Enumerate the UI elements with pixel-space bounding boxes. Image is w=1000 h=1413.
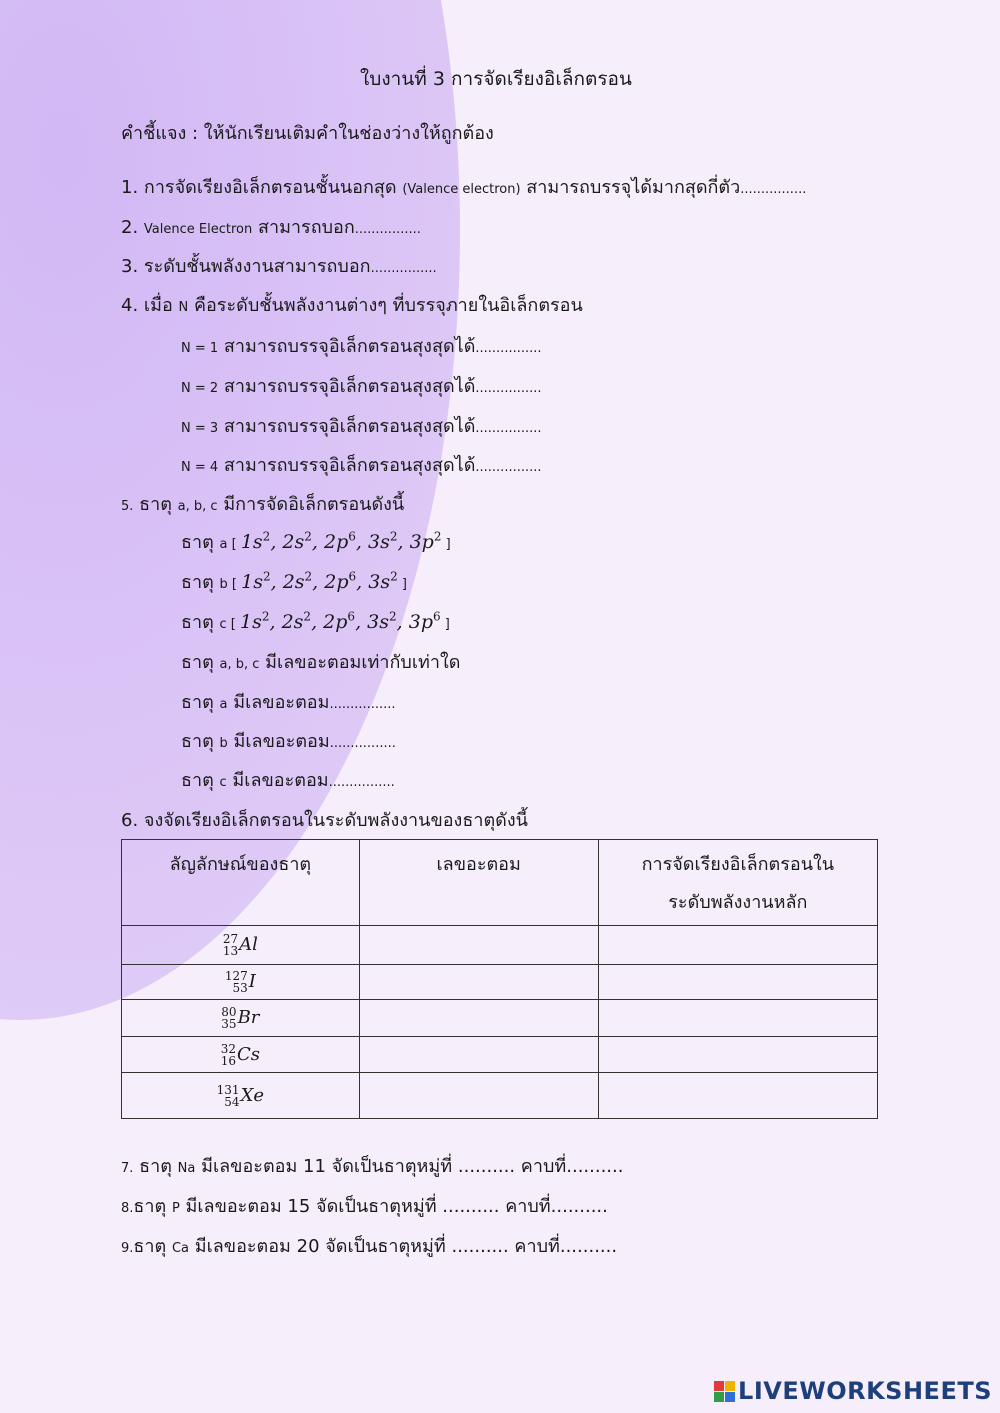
level-label: N = 3 [181, 421, 219, 436]
element-symbol: Br [237, 1007, 260, 1028]
level-label: N = 4 [181, 460, 219, 475]
level-text: สามารถบรรจุอิเล็กตรอนสุงสุดได้ [223, 455, 476, 476]
orbital-term: $1s^2$ [240, 529, 271, 553]
question-number: 7. [121, 1161, 134, 1176]
column-header-configuration: การจัดเรียงอิเล็กตรอนใน ระดับพลังงานหลัก [598, 840, 877, 926]
liveworksheets-logo[interactable] [714, 1377, 992, 1405]
energy-level-item [181, 411, 542, 440]
question-text: ระดับชั้นพลังงานสามารถบอก [143, 256, 371, 277]
question-8 [121, 1191, 608, 1220]
energy-level-item [181, 371, 542, 400]
question-number: 2. [121, 217, 139, 238]
question-7 [121, 1151, 623, 1180]
atomic-number-input-cell[interactable] [359, 965, 598, 1000]
isotope-numbers [221, 1006, 236, 1030]
orbital-term: $2p^6$ [323, 529, 356, 553]
configuration-input-cell[interactable] [598, 1000, 877, 1037]
atomic-number: 53 [232, 981, 248, 995]
table-row [122, 1000, 878, 1037]
column-header-symbol: ลัญลักษณ์ของธาตุ [122, 840, 360, 926]
question-text[interactable]: มีเลขอะตอม 11 จัดเป็นธาตุหมู่ที่ .......... คาบที่.......... [201, 1156, 624, 1177]
atomic-number: 13 [222, 944, 239, 958]
element-symbol: Xe [240, 1084, 265, 1106]
table-row [122, 926, 878, 965]
question-text: สามารถบรรจุได้มากสุดกี่ตัว [526, 177, 741, 198]
element-symbol: I [248, 971, 256, 992]
level-text: สามารถบรรจุอิเล็กตรอนสุงสุดได้ [223, 376, 476, 397]
electron-config-b [181, 567, 407, 596]
answer-blank[interactable]: ................ [475, 341, 542, 356]
question-text: การจัดเรียงอิเล็กตรอนชั้นนอกสุด [143, 177, 397, 198]
element-symbol-cell [122, 965, 360, 1000]
question-number: 4. [121, 295, 139, 316]
answer-blank[interactable]: ................ [354, 222, 421, 237]
isotope-numbers [225, 970, 248, 994]
question-number: 9. [121, 1241, 134, 1256]
element-symbol-cell [122, 1000, 360, 1037]
answer-prefix: ธาตุ [181, 770, 214, 791]
electron-config-a [181, 527, 451, 556]
answer-blank[interactable]: ................ [328, 775, 395, 790]
element-symbol-cell [122, 926, 360, 965]
orbital-term: $2s^2$ [281, 609, 312, 633]
question-9 [121, 1231, 617, 1260]
table-row [122, 1073, 878, 1119]
question-number: 8. [121, 1201, 134, 1216]
question-4 [121, 290, 583, 319]
table-row [122, 1037, 878, 1073]
question-text: ธาตุ [139, 1156, 172, 1177]
question-text: ธาตุ [133, 1196, 167, 1217]
atomic-number: 54 [224, 1094, 240, 1109]
answer-blank[interactable]: ................ [475, 381, 542, 396]
question-text: สามารถบอก [257, 217, 355, 238]
answer-blank[interactable]: ................ [475, 421, 542, 436]
atomic-number-question [181, 647, 460, 676]
electron-configuration: $1s^2$, $2s^2$, $2p^6$, $3s^2$, $3p^6$ [240, 609, 441, 633]
orbital-term: $2p^6$ [323, 609, 356, 633]
atomic-number-input-cell[interactable] [359, 926, 598, 965]
atomic-number: 35 [221, 1017, 237, 1031]
answer-text: มีเลขอะตอม [233, 731, 330, 752]
element-symbol: Cs [236, 1043, 260, 1065]
question-text: N [178, 300, 189, 315]
orbital-term: $3p^6$ [408, 609, 441, 633]
element-label: a [219, 697, 228, 712]
element-symbol: Al [239, 934, 258, 955]
answer-blank[interactable]: ................ [740, 182, 807, 197]
column-header-atomic-number: เลขอะตอม [359, 840, 598, 926]
question-text: มีการจัดอิเล็กตรอนดังนี้ [223, 494, 405, 515]
configuration-input-cell[interactable] [598, 926, 877, 965]
config-prefix: ธาตุ [181, 532, 220, 553]
electron-config-c [181, 607, 450, 636]
question-text: Valence Electron [143, 222, 253, 237]
mass-number: 27 [222, 932, 239, 946]
config-close: ] [397, 577, 407, 592]
isotope-numbers [217, 1084, 240, 1108]
answer-prefix: ธาตุ [181, 692, 214, 713]
question-5 [121, 489, 404, 518]
config-prefix: ธาตุ [181, 572, 220, 593]
orbital-term: $3s^2$ [367, 529, 398, 553]
orbital-term: $3s^2$ [368, 569, 398, 593]
question-text: a, b, c [219, 657, 260, 672]
element-label: a [ [219, 537, 241, 552]
orbital-term: $3p^2$ [409, 529, 442, 553]
orbital-term: $2s^2$ [282, 529, 312, 553]
atomic-number-input-cell[interactable] [359, 1073, 598, 1119]
atomic-number-answer [181, 687, 396, 716]
element-symbol-cell [122, 1037, 360, 1073]
isotope-numbers [221, 1043, 236, 1067]
answer-text: มีเลขอะตอม [232, 770, 329, 791]
question-text: เมื่อ [143, 295, 173, 316]
question-text: มีเลขอะตอมเท่ากับเท่าใด [265, 652, 461, 673]
question-text: a, b, c [177, 499, 218, 514]
level-label: N = 1 [181, 341, 219, 356]
mass-number: 131 [216, 1082, 240, 1097]
element-symbol-cell [122, 1073, 360, 1119]
atomic-number-input-cell[interactable] [359, 1000, 598, 1037]
question-text[interactable]: มีเลขอะตอม 15 จัดเป็นธาตุหมู่ที่ .......... คาบที่.......... [185, 1196, 608, 1217]
element-label: b [219, 736, 228, 751]
mass-number: 80 [221, 1005, 237, 1019]
logo-mark-icon [714, 1381, 735, 1402]
configuration-input-cell[interactable] [598, 1073, 877, 1119]
config-close: ] [440, 617, 450, 632]
question-number: 6. [121, 810, 139, 831]
orbital-term: $1s^2$ [240, 609, 270, 633]
level-label: N = 2 [181, 381, 219, 396]
configuration-input-cell[interactable] [598, 965, 877, 1000]
element-label: Ca [171, 1241, 189, 1256]
configuration-input-cell[interactable] [598, 1037, 877, 1073]
isotope-numbers [223, 933, 238, 957]
answer-blank[interactable]: ................ [329, 736, 396, 751]
question-6 [121, 805, 528, 834]
orbital-term: $2p^6$ [324, 569, 357, 593]
element-label: P [171, 1201, 180, 1216]
config-prefix: ธาตุ [181, 612, 220, 633]
page-title: ใบงานที่ 3 การจัดเรียงอิเล็กตรอน [360, 68, 632, 90]
question-1 [121, 172, 806, 201]
answer-blank[interactable]: ................ [329, 697, 396, 712]
question-text: (Valence electron) [402, 182, 521, 197]
electron-configuration: $1s^2$, $2s^2$, $2p^6$, $3s^2$ [241, 569, 398, 593]
question-text: ธาตุ [181, 652, 214, 673]
mass-number: 127 [224, 969, 248, 983]
config-close: ] [441, 537, 451, 552]
element-label: b [ [219, 577, 242, 592]
logo-text: LIVEWORKSHEETS [738, 1377, 992, 1405]
answer-blank[interactable]: ................ [475, 460, 542, 475]
question-text: ธาตุ [133, 1236, 167, 1257]
energy-level-item [181, 331, 542, 360]
atomic-number: 16 [220, 1053, 236, 1068]
answer-text: มีเลขอะตอม [233, 692, 330, 713]
orbital-term: $3s^2$ [367, 609, 397, 633]
table-row [122, 965, 878, 1000]
element-label: c [219, 775, 227, 790]
question-text: จงจัดเรียงอิเล็กตรอนในระดับพลังงานของธาตุดังนี้ [143, 810, 528, 831]
electron-configuration: $1s^2$, $2s^2$, $2p^6$, $3s^2$, $3p^2$ [240, 529, 442, 553]
mass-number: 32 [220, 1041, 236, 1056]
question-text: คือระดับชั้นพลังงานต่างๆ ที่บรรจุภายในอิเล็กตรอน [193, 295, 583, 316]
question-3 [121, 251, 437, 280]
element-table [121, 839, 878, 1119]
instructions: คำชี้แจง : ให้นักเรียนเติมคำในช่องว่างให้ถูกต้อง [121, 123, 494, 144]
energy-level-item [181, 450, 542, 479]
atomic-number-input-cell[interactable] [359, 1037, 598, 1073]
question-2 [121, 212, 421, 241]
question-number: 3. [121, 256, 139, 277]
question-text[interactable]: มีเลขอะตอม 20 จัดเป็นธาตุหมู่ที่ .......... คาบที่.......... [194, 1236, 618, 1257]
question-number: 1. [121, 177, 139, 198]
atomic-number-answer [181, 726, 396, 755]
level-text: สามารถบรรจุอิเล็กตรอนสุงสุดได้ [223, 416, 476, 437]
table-header-row [122, 840, 878, 926]
answer-blank[interactable]: ................ [370, 261, 437, 276]
orbital-term: $1s^2$ [241, 569, 271, 593]
element-label: Na [177, 1161, 196, 1176]
atomic-number-answer [181, 765, 395, 794]
question-number: 5. [121, 499, 134, 514]
element-label: c [ [219, 617, 240, 632]
question-text: ธาตุ [139, 494, 172, 515]
answer-prefix: ธาตุ [181, 731, 214, 752]
level-text: สามารถบรรจุอิเล็กตรอนสุงสุดได้ [223, 336, 476, 357]
orbital-term: $2s^2$ [282, 569, 313, 593]
